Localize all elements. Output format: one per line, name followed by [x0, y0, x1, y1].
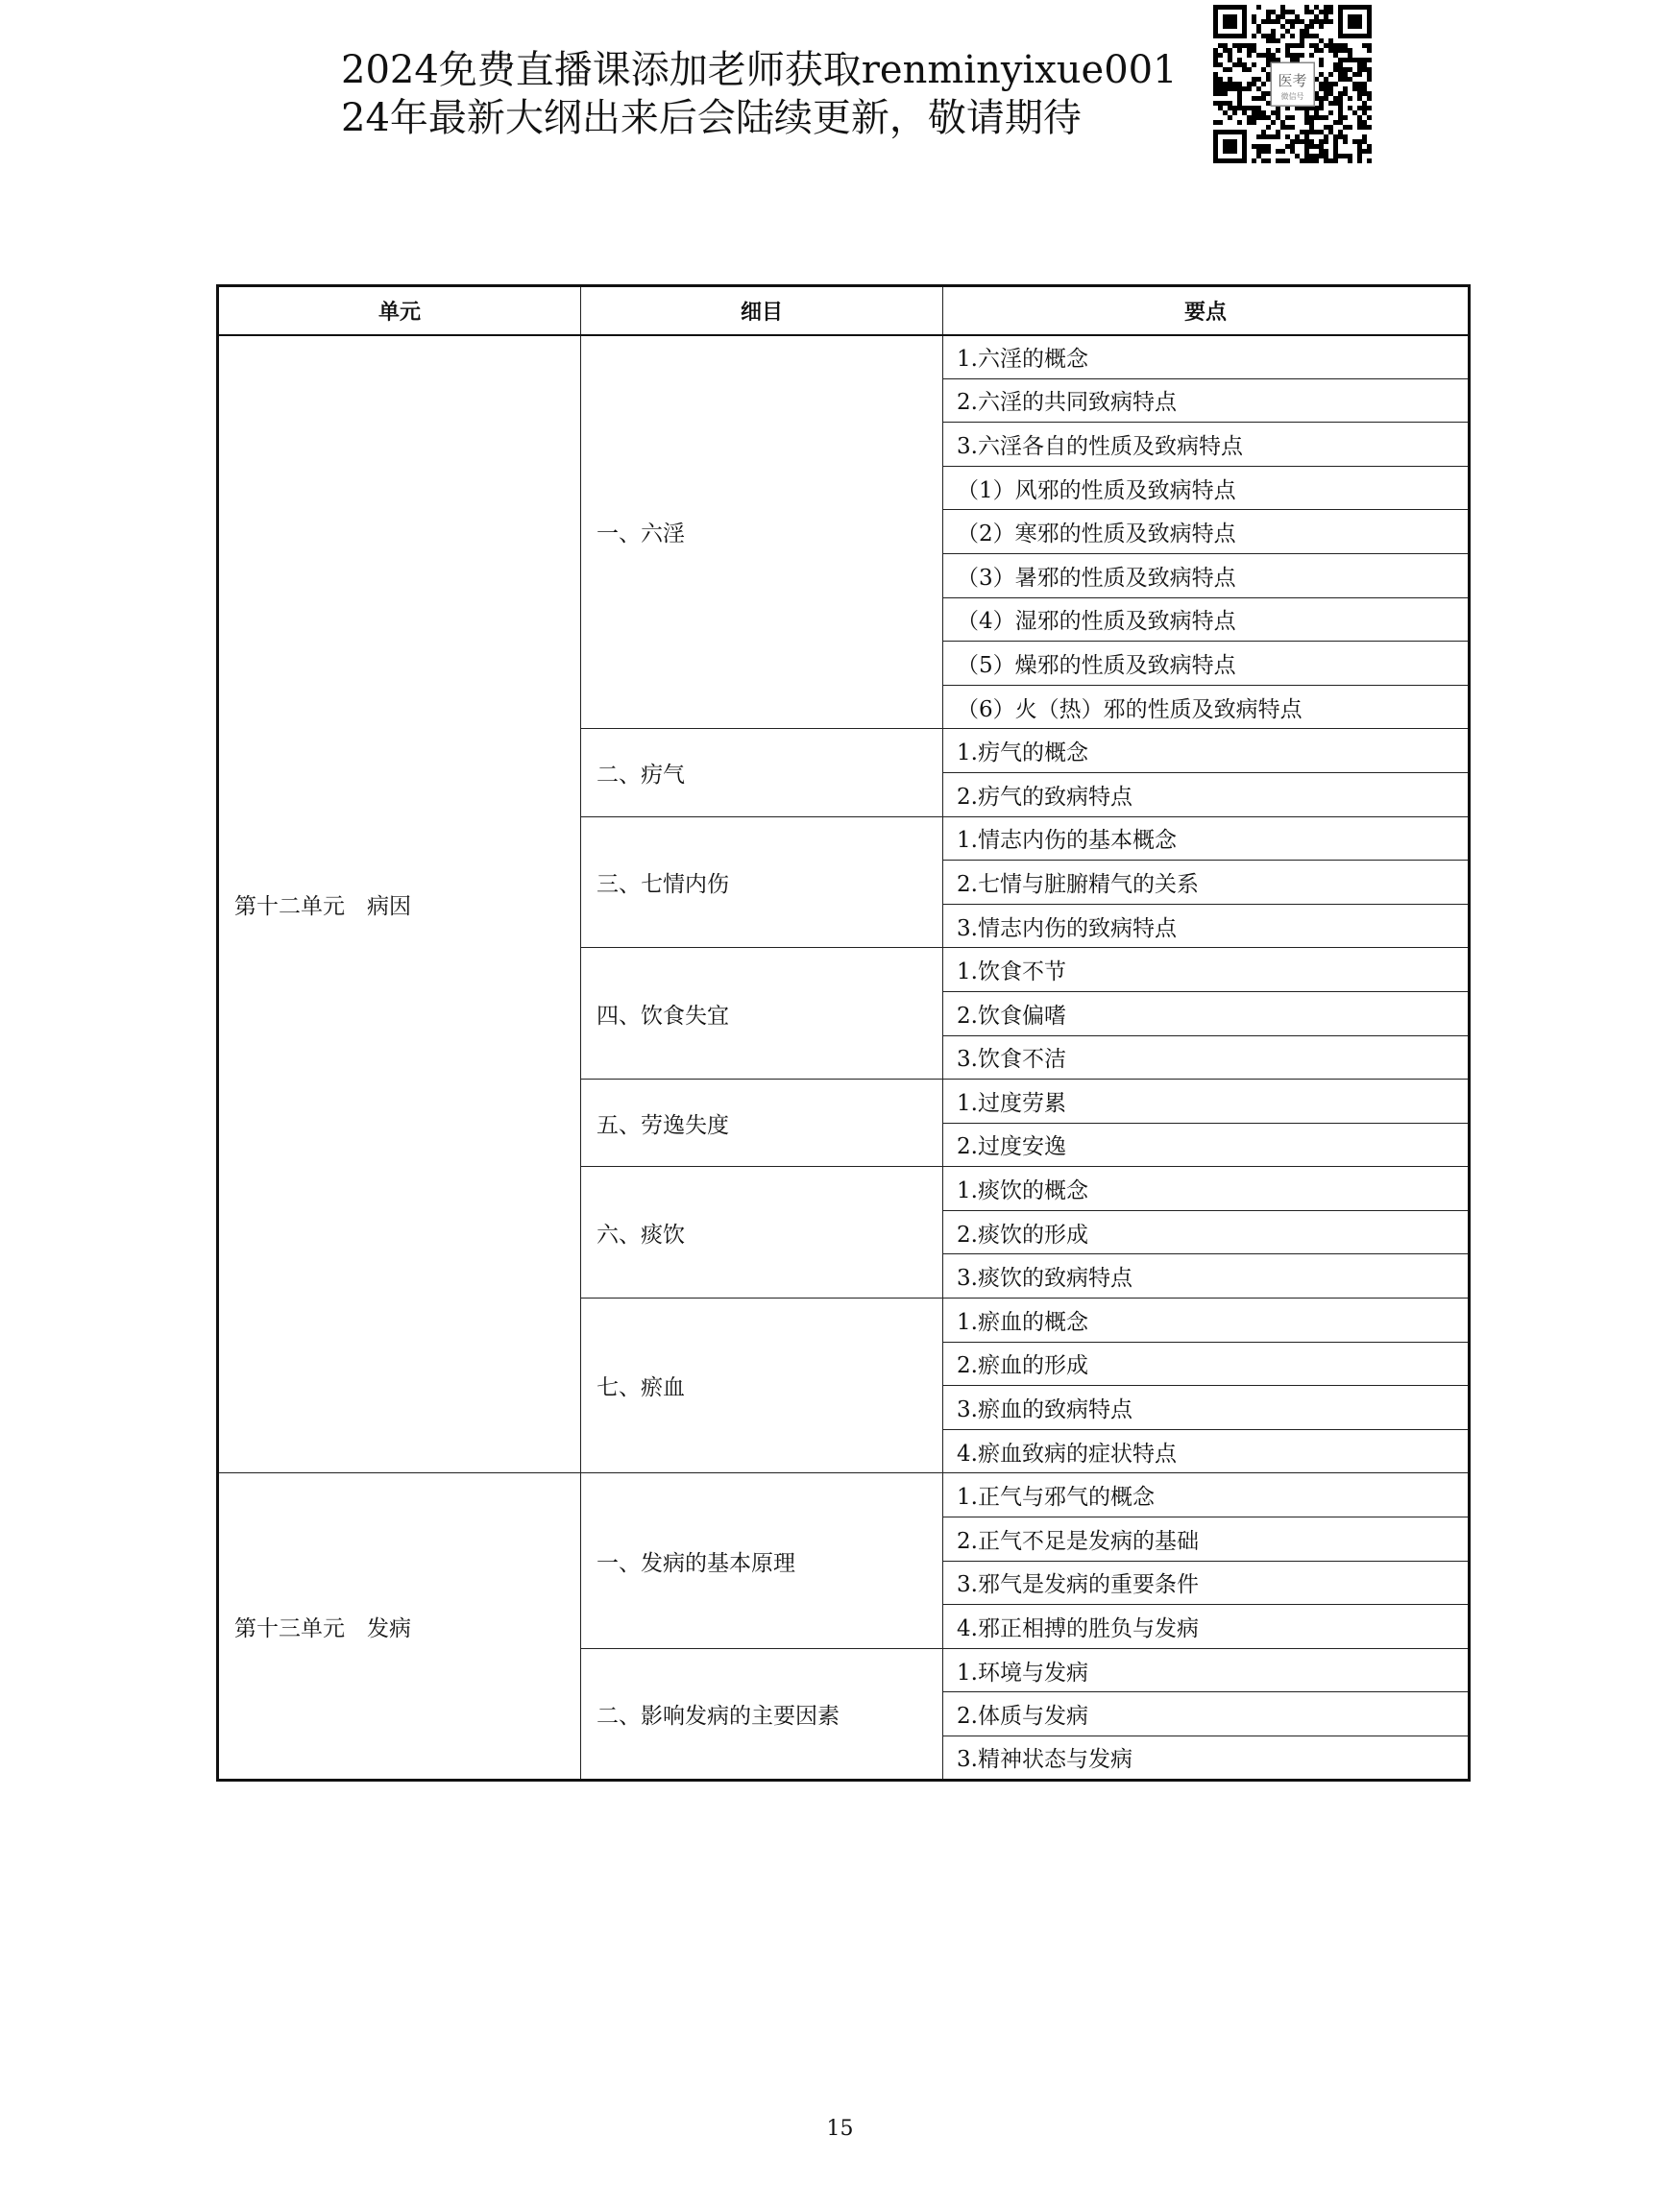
point-cell: 2.饮食偏嗜 — [943, 991, 1470, 1035]
point-cell: 3.情志内伤的致病特点 — [943, 904, 1470, 948]
point-cell: 3.瘀血的致病特点 — [943, 1386, 1470, 1430]
promo-banner — [341, 46, 1178, 142]
point-cell: 2.七情与脏腑精气的关系 — [943, 861, 1470, 905]
point-cell: （5）燥邪的性质及致病特点 — [943, 642, 1470, 686]
item-cell: 二、疠气 — [581, 729, 943, 816]
table-header-row — [218, 286, 1470, 335]
point-cell: 2.六淫的共同致病特点 — [943, 378, 1470, 423]
unit-cell: 第十三单元 发病 — [218, 1473, 581, 1780]
syllabus-table — [216, 284, 1471, 1782]
point-cell: 2.过度安逸 — [943, 1123, 1470, 1167]
point-cell: 1.疠气的概念 — [943, 729, 1470, 773]
point-cell: 2.瘀血的形成 — [943, 1342, 1470, 1386]
point-cell: （6）火（热）邪的性质及致病特点 — [943, 685, 1470, 729]
qr-logo-sub: 微信号 — [1280, 92, 1304, 101]
point-cell: （4）湿邪的性质及致病特点 — [943, 597, 1470, 642]
table-body — [218, 335, 1470, 1781]
point-cell: 1.情志内伤的基本概念 — [943, 816, 1470, 861]
qr-logo-label: 医考 — [1278, 72, 1307, 89]
item-cell: 五、劳逸失度 — [581, 1080, 943, 1167]
point-cell: 1.瘀血的概念 — [943, 1299, 1470, 1343]
page-number: 15 — [826, 2117, 854, 2141]
point-cell: 1.饮食不节 — [943, 948, 1470, 992]
point-cell: 4.邪正相搏的胜负与发病 — [943, 1605, 1470, 1649]
point-cell: 3.六淫各自的性质及致病特点 — [943, 423, 1470, 467]
table-row — [218, 1473, 1470, 1517]
point-cell: （2）寒邪的性质及致病特点 — [943, 510, 1470, 554]
table-row — [218, 335, 1470, 379]
point-cell: 3.精神状态与发病 — [943, 1736, 1470, 1781]
item-cell: 七、瘀血 — [581, 1299, 943, 1473]
point-cell: 1.正气与邪气的概念 — [943, 1473, 1470, 1517]
point-cell: 2.正气不足是发病的基础 — [943, 1517, 1470, 1562]
point-cell: 4.瘀血致病的症状特点 — [943, 1429, 1470, 1473]
point-cell: （1）风邪的性质及致病特点 — [943, 466, 1470, 510]
point-cell: 1.痰饮的概念 — [943, 1167, 1470, 1211]
unit-cell: 第十二单元 病因 — [218, 335, 581, 1473]
promo-line-2: 24年最新大纲出来后会陆续更新，敬请期待 — [341, 96, 1082, 140]
point-cell: 1.六淫的概念 — [943, 335, 1470, 379]
point-cell: 1.环境与发病 — [943, 1648, 1470, 1692]
point-cell: 3.痰饮的致病特点 — [943, 1254, 1470, 1299]
point-cell: （3）暑邪的性质及致病特点 — [943, 553, 1470, 597]
point-cell: 3.邪气是发病的重要条件 — [943, 1561, 1470, 1605]
qr-code-icon — [1213, 5, 1372, 163]
header-item: 细目 — [581, 286, 943, 335]
item-cell: 一、发病的基本原理 — [581, 1473, 943, 1648]
item-cell: 二、影响发病的主要因素 — [581, 1648, 943, 1780]
point-cell: 2.体质与发病 — [943, 1692, 1470, 1736]
item-cell: 四、饮食失宜 — [581, 948, 943, 1080]
point-cell: 3.饮食不洁 — [943, 1035, 1470, 1080]
item-cell: 一、六淫 — [581, 335, 943, 729]
point-cell: 1.过度劳累 — [943, 1080, 1470, 1124]
point-cell: 2.疠气的致病特点 — [943, 772, 1470, 816]
item-cell: 六、痰饮 — [581, 1167, 943, 1299]
promo-line-1: 2024免费直播课添加老师获取renminyixue001 — [341, 48, 1178, 92]
item-cell: 三、七情内伤 — [581, 816, 943, 948]
point-cell: 2.痰饮的形成 — [943, 1210, 1470, 1254]
header-point: 要点 — [943, 286, 1470, 335]
header-unit: 单元 — [218, 286, 581, 335]
